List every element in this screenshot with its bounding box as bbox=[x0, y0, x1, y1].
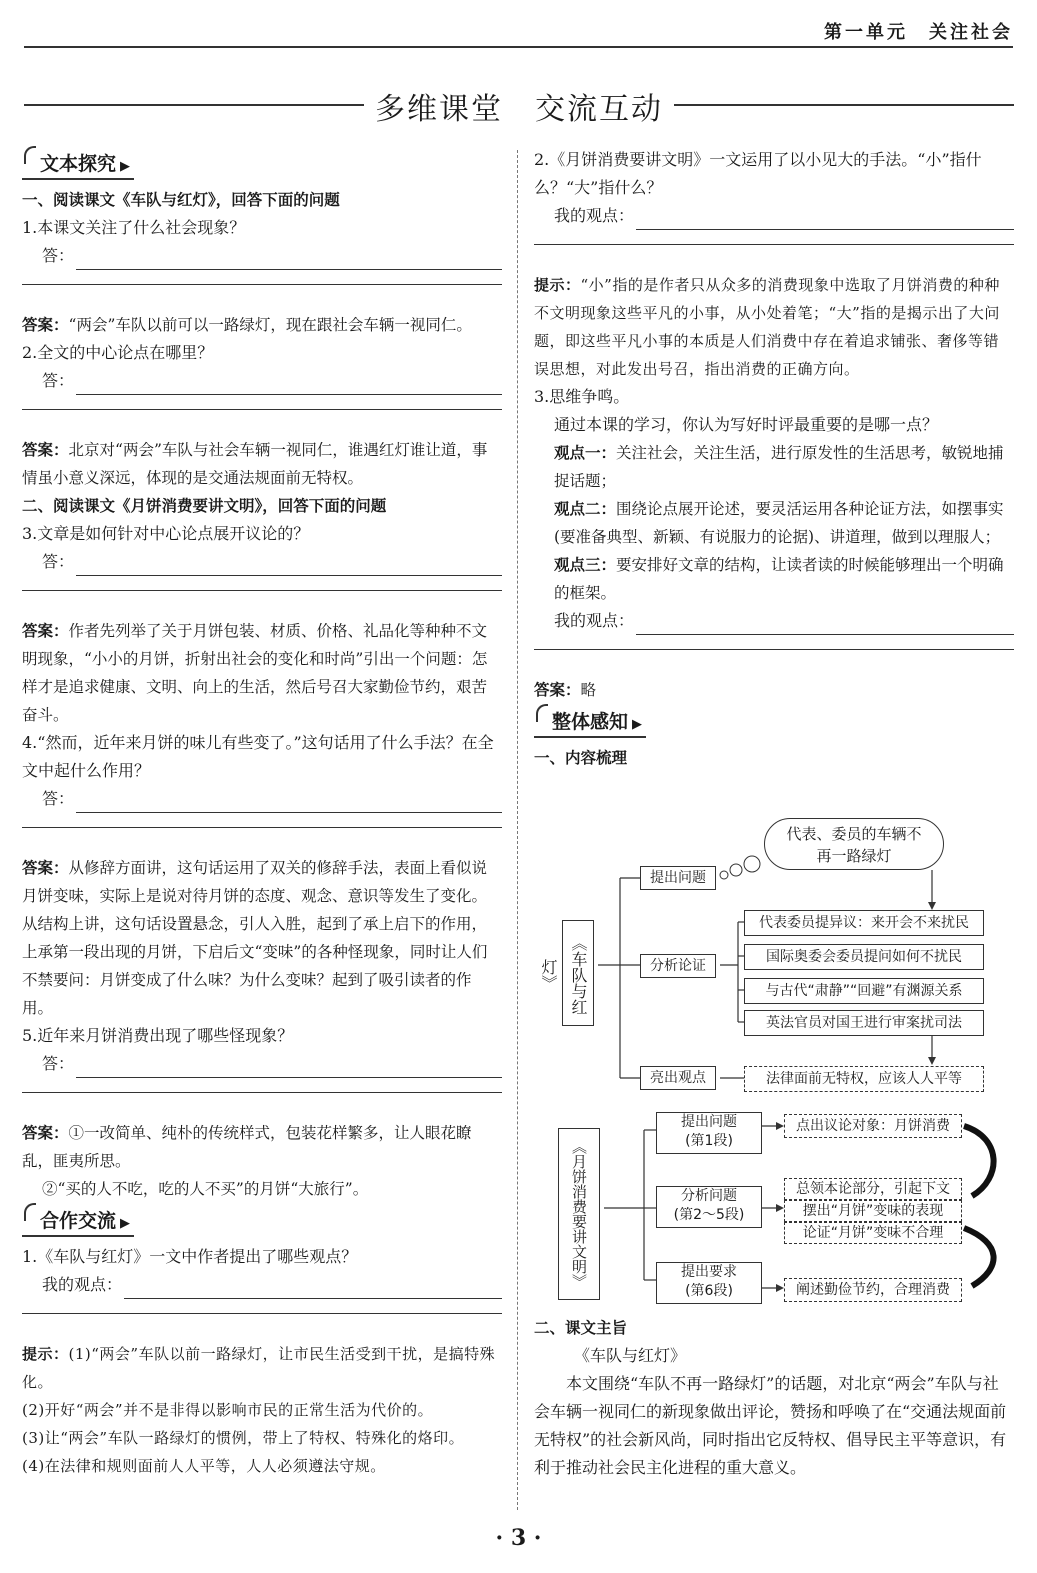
answer-1 bbox=[22, 311, 502, 339]
hint-label: 提示： bbox=[534, 276, 581, 294]
section-label: 合作交流 bbox=[40, 1210, 117, 1232]
hint-text: (1)“两会”车队以前一路绿灯，让市民生活受到干扰，是搞特殊化。 bbox=[22, 1345, 496, 1391]
diagram-title: 《月饼消费要讲文明》 bbox=[558, 1128, 600, 1300]
right-column bbox=[534, 146, 1014, 772]
answer-blank-line[interactable] bbox=[22, 1313, 502, 1340]
cooperation-question-3: 3.思维争鸣。 bbox=[534, 387, 630, 406]
answer-key-label: 答案： bbox=[22, 1124, 69, 1142]
part-heading: 一、内容梳理 bbox=[534, 749, 628, 767]
node-title: 提出要求 bbox=[681, 1264, 737, 1280]
answer-line[interactable] bbox=[22, 242, 502, 270]
theme-paragraph: 本文围绕“车队不再一路绿灯”的话题，对北京“两会”车队与社会车辆一视同仁的新现象做出评论，赞扬和呼唤了在“交通法规面前无特权”的社会新风尚，同时指出它反特权、倡导民主平等意识，有利于推动社会民主化进程的重大意义。 bbox=[534, 1374, 1007, 1477]
viewpoint-label: 观点一： bbox=[554, 444, 617, 462]
answer-label: 答： bbox=[42, 371, 75, 390]
triangle-icon: ▶ bbox=[120, 159, 131, 174]
question-2: 2.全文的中心论点在哪里？ bbox=[22, 343, 214, 362]
node-subtitle: (第6段) bbox=[685, 1283, 733, 1299]
diagram-yuebing bbox=[552, 1108, 1012, 1308]
diagram-node: 亮出观点 bbox=[640, 1066, 716, 1090]
hint-label: 提示： bbox=[22, 1345, 69, 1363]
triangle-icon: ▶ bbox=[120, 1216, 131, 1231]
answer-5 bbox=[22, 1119, 502, 1175]
viewpoint-3 bbox=[534, 551, 1014, 607]
hint-1 bbox=[22, 1340, 502, 1396]
hint-2: (2)开好“两会”并不是非得以影响市民的正常生活为代价的。 bbox=[22, 1401, 434, 1419]
my-view-blank[interactable] bbox=[124, 1278, 502, 1299]
question-3: 3.文章是如何针对中心论点展开议论的？ bbox=[22, 524, 310, 543]
viewpoint-text: 围绕论点展开论述，要灵活运用各种论证方法，如摆事实(要准备典型、新颖、有说服力的论据)、讲道理，做到以理服人； bbox=[554, 500, 1004, 546]
answer-blank[interactable] bbox=[76, 792, 502, 813]
diagram-node: 提出问题 bbox=[640, 866, 716, 890]
my-view-line[interactable] bbox=[534, 202, 1014, 230]
question-3-prompt: 通过本课的学习，你认为写好时评最重要的是哪一点？ bbox=[554, 415, 939, 434]
answer-line[interactable] bbox=[22, 548, 502, 576]
viewpoint-1 bbox=[534, 439, 1014, 495]
answer-line[interactable] bbox=[22, 785, 502, 813]
answer-label: 答： bbox=[42, 552, 75, 571]
part-heading: 一、阅读课文《车队与红灯》，回答下面的问题 bbox=[22, 191, 340, 209]
hint-4: (4)在法律和规则面前人人平等，人人必须遵法守规。 bbox=[22, 1457, 386, 1475]
hint-c2 bbox=[534, 271, 1014, 383]
answer-key-label: 答案： bbox=[22, 441, 69, 459]
part-heading: 二、课文主旨 bbox=[534, 1319, 628, 1337]
answer-label: 答： bbox=[42, 789, 75, 808]
diagram-cloud: 代表、委员的车辆不再一路绿灯 bbox=[764, 818, 944, 870]
answer-blank-line[interactable] bbox=[534, 649, 1014, 676]
answer-key-label: 答案： bbox=[22, 316, 69, 334]
viewpoint-2 bbox=[534, 495, 1014, 551]
diagram-box: 代表委员提异议：来开会不来扰民 bbox=[744, 910, 984, 936]
answer-key-label: 答案： bbox=[534, 681, 581, 699]
answer-blank-line[interactable] bbox=[22, 827, 502, 854]
answer-blank-line[interactable] bbox=[22, 590, 502, 617]
answer-text: 略 bbox=[580, 681, 597, 699]
answer-blank-line[interactable] bbox=[22, 284, 502, 311]
answer-text: 北京对“两会”车队与社会车辆一视同仁，谁遇红灯谁让道，事情虽小意义深远，体现的是交通法规面前无特权。 bbox=[22, 441, 488, 487]
my-view-label: 我的观点： bbox=[554, 611, 635, 630]
diagram-box: 点出议论对象：月饼消费 bbox=[784, 1114, 962, 1138]
answer-key-label: 答案： bbox=[22, 622, 69, 640]
answer-2 bbox=[22, 436, 502, 492]
diagram-box: 论证“月饼”变味不合理 bbox=[784, 1222, 962, 1244]
answer-text: 从修辞方面讲，这句话运用了双关的修辞手法，表面上看似说月饼变味，实际上是说对待月饼的态度、观念、意识等发生了变化。从结构上讲，这句话设置悬念，引人入胜，起到了承上启下的作用，上承第一段出现的月饼，下启后文“变味”的各种怪现象，同时让人们不禁要问：月饼变成了什么味？为什么变味？起到了吸引读者的作用。 bbox=[22, 859, 488, 1017]
question-4: 4.“然而，近年来月饼的味儿有些变了。”这句话用了什么手法？在全文中起什么作用？ bbox=[22, 733, 494, 780]
question-1: 1.本课文关注了什么社会现象？ bbox=[22, 218, 246, 237]
section-label: 整体感知 bbox=[552, 711, 629, 733]
answer-c3 bbox=[534, 676, 1014, 704]
node-subtitle: (第2～5段) bbox=[673, 1207, 745, 1223]
diagram-box: 总领本论部分，引起下文 bbox=[784, 1178, 962, 1200]
viewpoint-text: 关注社会，关注生活，进行原发性的生活思考，敏锐地捕捉话题； bbox=[554, 444, 1004, 490]
answer-5-item-2: ②“买的人不吃，吃的人不买”的月饼“大旅行”。 bbox=[42, 1180, 369, 1198]
node-subtitle: (第1段) bbox=[685, 1133, 733, 1149]
diagram-node bbox=[656, 1112, 762, 1154]
cooperation-question-2: 2.《月饼消费要讲文明》一文运用了以小见大的手法。“小”指什么？“大”指什么？ bbox=[534, 150, 982, 197]
answer-4 bbox=[22, 854, 502, 1022]
viewpoint-text: 要安排好文章的结构，让读者读的时候能够理出一个明确的框架。 bbox=[554, 556, 1004, 602]
banner-title: 多维课堂 交流互动 bbox=[375, 92, 663, 127]
answer-blank-line[interactable] bbox=[534, 244, 1014, 271]
diagram-box: 国际奥委会委员提问如何不扰民 bbox=[744, 944, 984, 970]
cooperation-question-1: 1.《车队与红灯》一文中作者提出了哪些观点？ bbox=[22, 1247, 358, 1266]
diagram-box: 与古代“肃静”“回避”有渊源关系 bbox=[744, 978, 984, 1004]
page-header bbox=[0, 0, 1037, 50]
answer-key-label: 答案： bbox=[22, 859, 69, 877]
column-divider bbox=[517, 150, 518, 1510]
node-title: 分析问题 bbox=[681, 1188, 737, 1204]
unit-title: 第一单元 关注社会 bbox=[824, 22, 1013, 43]
answer-line[interactable] bbox=[22, 1050, 502, 1078]
part-heading: 二、阅读课文《月饼消费要讲文明》，回答下面的问题 bbox=[22, 497, 387, 515]
diagram-node bbox=[656, 1186, 762, 1228]
answer-blank[interactable] bbox=[76, 555, 502, 576]
section-label: 文本探究 bbox=[40, 153, 117, 175]
diagram-node bbox=[656, 1262, 762, 1304]
section-heading-overall bbox=[534, 708, 646, 738]
viewpoint-label: 观点三： bbox=[554, 556, 617, 574]
theme-section bbox=[534, 1314, 1014, 1482]
my-view-line[interactable] bbox=[534, 607, 1014, 635]
triangle-icon: ▶ bbox=[632, 717, 643, 732]
my-view-line[interactable] bbox=[22, 1271, 502, 1299]
answer-line[interactable] bbox=[22, 367, 502, 395]
diagram-node: 分析论证 bbox=[640, 954, 716, 978]
viewpoint-label: 观点二： bbox=[554, 500, 617, 518]
answer-blank[interactable] bbox=[76, 1057, 502, 1078]
question-5: 5.近年来月饼消费出现了哪些怪现象？ bbox=[22, 1026, 294, 1045]
answer-text: ①一改简单、纯朴的传统样式，包装花样繁多，让人眼花瞭乱，匪夷所思。 bbox=[22, 1124, 472, 1170]
diagram-chedui bbox=[539, 810, 1012, 1100]
node-title: 提出问题 bbox=[681, 1114, 737, 1130]
answer-label: 答： bbox=[42, 1054, 75, 1073]
answer-blank[interactable] bbox=[76, 249, 502, 270]
section-heading-text-study bbox=[22, 150, 134, 180]
sub-title: 《车队与红灯》 bbox=[574, 1346, 687, 1365]
diagram-box: 阐述勤俭节约，合理消费 bbox=[784, 1278, 962, 1302]
page-number: · 3 · bbox=[495, 1525, 542, 1551]
diagram-box: 英法官员对国王进行审案扰司法 bbox=[744, 1010, 984, 1036]
answer-text: “两会”车队以前可以一路绿灯，现在跟社会车辆一视同仁。 bbox=[68, 316, 472, 334]
diagram-box: 法律面前无特权，应该人人平等 bbox=[744, 1066, 984, 1092]
my-view-blank[interactable] bbox=[636, 614, 1014, 635]
section-heading-cooperation bbox=[22, 1207, 134, 1237]
hint-text: “小”指的是作者只从众多的消费现象中选取了月饼消费的种种不文明现象这些平凡的小事，从小处着笔；“大”指的是揭示出了大问题，即这些平凡小事的本质是人们消费中存在着追求铺张、奢侈等错误思想，对此发出号召，指出消费的正确方向。 bbox=[534, 276, 1000, 378]
header-rule bbox=[24, 46, 1013, 48]
section-banner bbox=[24, 78, 1014, 126]
answer-text: 作者先列举了关于月饼包装、材质、价格、礼品化等种种不文明现象，“小小的月饼，折射出社会的变化和时尚”引出一个问题：怎样才是追求健康、文明、向上的生活，然后号召大家勤俭节约，艰苦奋斗。 bbox=[22, 622, 488, 724]
hint-3: (3)让“两会”车队一路绿灯的惯例，带上了特权、特殊化的烙印。 bbox=[22, 1429, 465, 1447]
answer-blank-line[interactable] bbox=[22, 409, 502, 436]
my-view-label: 我的观点： bbox=[554, 206, 635, 225]
answer-3 bbox=[22, 617, 502, 729]
diagram-box: 摆出“月饼”变味的表现 bbox=[784, 1200, 962, 1222]
diagram-title: 《车队与红灯》 bbox=[562, 920, 594, 1026]
left-column bbox=[22, 146, 502, 1480]
answer-label: 答： bbox=[42, 246, 75, 265]
answer-blank-line[interactable] bbox=[22, 1092, 502, 1119]
answer-blank[interactable] bbox=[76, 374, 502, 395]
my-view-label: 我的观点： bbox=[42, 1275, 123, 1294]
my-view-blank[interactable] bbox=[636, 209, 1014, 230]
